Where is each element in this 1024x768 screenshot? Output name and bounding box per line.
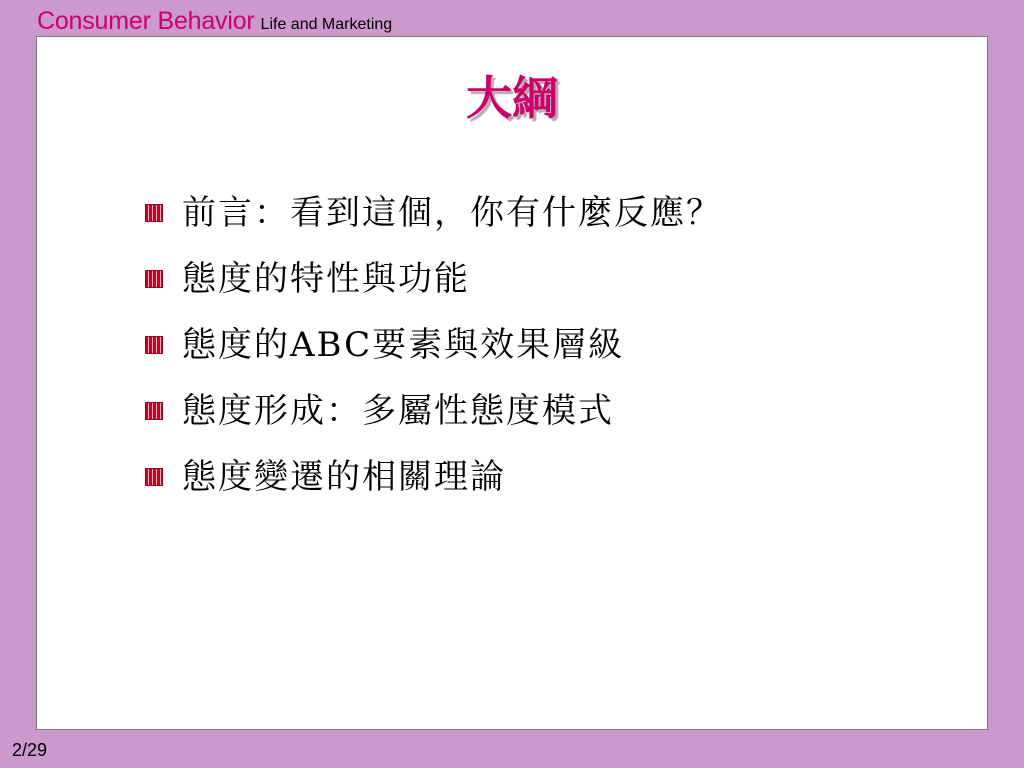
list-item: [145, 193, 722, 233]
square-bullet-icon: [145, 204, 163, 222]
list-item: [145, 259, 722, 299]
slide-content-area: [36, 36, 988, 730]
square-bullet-icon: [145, 336, 163, 354]
list-item-label: 前言：看到這個，你有什麼反應？: [182, 193, 722, 233]
list-item: [145, 457, 722, 497]
list-item-label: 態度的ABC要素與效果層級: [182, 325, 625, 365]
page-number: 2/29: [12, 740, 48, 760]
square-bullet-icon: [145, 270, 163, 288]
brand-tagline: Life and Marketing: [260, 16, 393, 33]
brand-title: Consumer Behavior: [37, 7, 255, 35]
slide-title: 大綱: [466, 71, 558, 125]
outline-list: [145, 193, 722, 523]
list-item: [145, 391, 722, 431]
slide-header: [37, 7, 392, 37]
list-item-label: 態度的特性與功能: [182, 259, 470, 299]
square-bullet-icon: [145, 468, 163, 486]
list-item-label: 態度形成：多屬性態度模式: [182, 391, 614, 431]
square-bullet-icon: [145, 402, 163, 420]
list-item: [145, 325, 722, 365]
list-item-label: 態度變遷的相關理論: [182, 457, 506, 497]
